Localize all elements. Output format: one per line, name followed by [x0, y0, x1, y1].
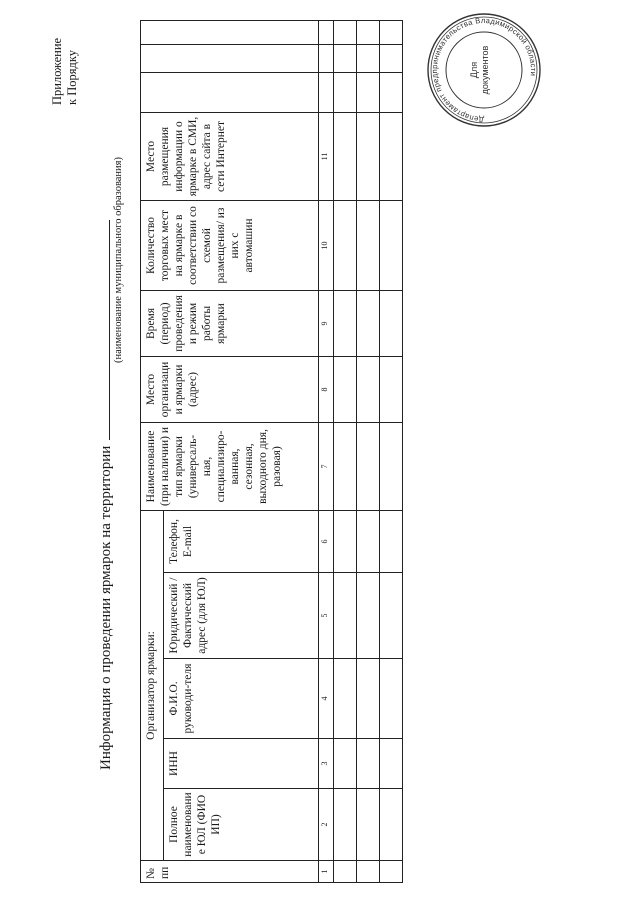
col-number: 8 [319, 356, 334, 422]
col-number: 9 [319, 290, 334, 356]
document-subtitle: (наименование муниципального образования) [113, 156, 124, 364]
header-director: Ф.И.О. руководи-теля [164, 659, 319, 739]
title-fill-line [107, 220, 110, 440]
stamp-center [469, 31, 491, 109]
header-places-count: Количество торговых мест на ярмарке в соответствии со схемой размещения/ из них с автомашин [141, 200, 319, 290]
stamp-center-line-1: Для [469, 61, 479, 79]
col-number-empty [319, 72, 334, 112]
header-num: № пп [141, 861, 319, 883]
title-text: Информация о проведении ярмарок на территории [98, 445, 114, 770]
column-numbers-row [319, 20, 334, 882]
col-number: 5 [319, 573, 334, 659]
col-number: 7 [319, 422, 334, 510]
header-media: Место размещения информации о ярмарке в СМИ, адрес сайта в сети Интернет [141, 112, 319, 200]
header-extra-col-1 [141, 72, 319, 112]
header-inn: ИНН [164, 739, 319, 789]
fairs-table [140, 20, 403, 883]
header-address: Юридический /Фактический адрес (для ЮЛ) [164, 573, 319, 659]
col-number: 2 [319, 789, 334, 861]
col-number: 11 [319, 112, 334, 200]
table-row [334, 20, 357, 882]
col-number: 10 [319, 200, 334, 290]
header-fair-name: Наименование (при наличии) и тип ярмарки (универсаль-ная, специализиро-ванная, сезонная, выходного дня, разовая) [141, 422, 319, 510]
col-number: 4 [319, 659, 334, 739]
col-number: 1 [319, 861, 334, 883]
appendix-line-1: Приложение [50, 37, 64, 105]
col-number-empty [319, 20, 334, 44]
header-time: Время (период) проведения и режим работы ярмарки [141, 290, 319, 356]
header-extra-col-3 [141, 20, 319, 44]
header-phone: Телефон, E-mail [164, 510, 319, 572]
appendix-label [50, 13, 80, 105]
table-row [357, 20, 380, 882]
stamp-ring-text: Департамент предпринимательства Владимирской области [429, 15, 539, 125]
stamp-center-line-2: документов [480, 45, 490, 95]
col-number-empty [319, 44, 334, 72]
table-row [380, 20, 403, 882]
col-number: 6 [319, 510, 334, 572]
header-organizer-group: Организатор ярмарки: [141, 510, 164, 860]
header-place: Место организации ярмарки (адрес) [141, 356, 319, 422]
appendix-line-2: к Порядку [65, 50, 79, 105]
header-extra-col-2 [141, 44, 319, 72]
header-full-name: Полное наименование ЮЛ (ФИО ИП) [164, 789, 319, 861]
official-stamp [425, 11, 543, 129]
col-number: 3 [319, 739, 334, 789]
